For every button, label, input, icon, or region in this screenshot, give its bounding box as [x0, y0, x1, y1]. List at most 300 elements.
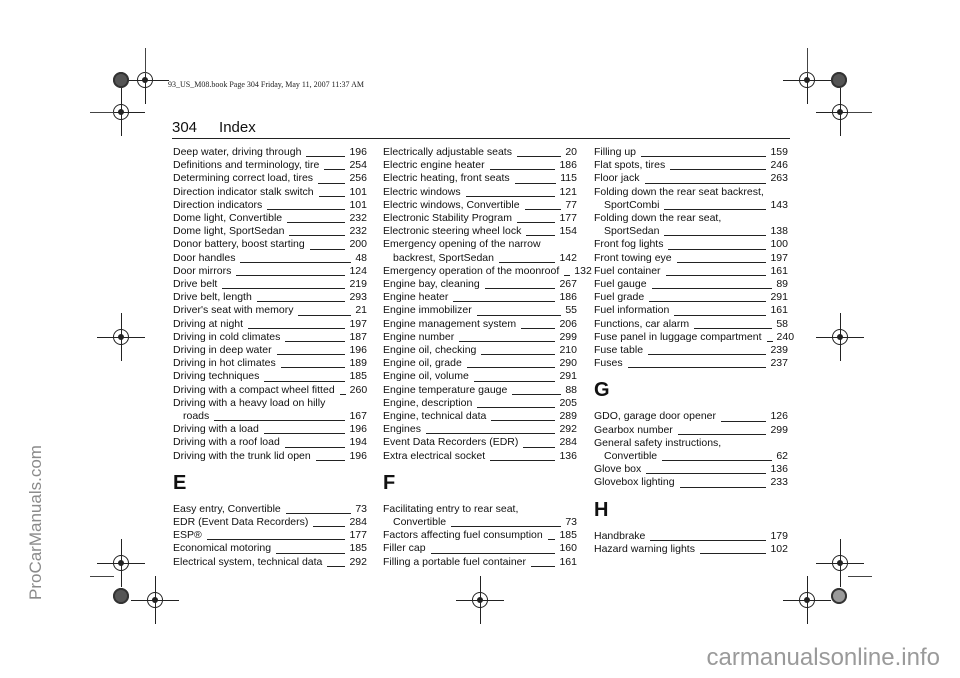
- index-entry: [173, 199, 367, 212]
- index-entry-page: 160: [559, 542, 577, 555]
- index-entry: [594, 410, 788, 423]
- index-entry-page: 292: [349, 555, 367, 568]
- index-entry-term: Front fog lights: [594, 238, 664, 251]
- index-entry: [594, 265, 788, 278]
- leader-line: [319, 196, 346, 197]
- leader-line: [666, 275, 767, 276]
- leader-line: [286, 513, 352, 514]
- index-entry-page: 205: [559, 396, 577, 409]
- index-entry-page: 161: [559, 555, 577, 568]
- index-section-letter: G: [594, 379, 610, 402]
- leader-line: [641, 156, 766, 157]
- index-entry-page: 206: [559, 317, 577, 330]
- index-entry: [383, 410, 577, 423]
- index-entry-term: Floor jack: [594, 172, 640, 185]
- index-entry-page: 290: [559, 357, 577, 370]
- index-entry: [173, 529, 367, 542]
- index-entry-term: Electronic Stability Program: [383, 212, 512, 225]
- index-entry-page: 185: [559, 529, 577, 542]
- leader-line: [481, 354, 555, 355]
- leader-line: [289, 235, 345, 236]
- leader-line: [324, 169, 345, 170]
- index-entry: [383, 291, 577, 304]
- index-entry-term: Engine oil, grade: [383, 357, 462, 370]
- index-entry: [383, 318, 577, 331]
- index-column-1: [173, 146, 367, 569]
- index-entry-term: Driving in hot climates: [173, 357, 276, 370]
- index-entry-term: Filling a portable fuel container: [383, 555, 527, 568]
- leader-line: [327, 566, 345, 567]
- index-entry-page: 284: [349, 516, 367, 529]
- leader-line: [628, 367, 767, 368]
- leader-line: [678, 434, 767, 435]
- index-entry-page: 179: [770, 529, 788, 542]
- index-entry-page: 100: [770, 238, 788, 251]
- trim-mark: [90, 112, 114, 113]
- leader-line: [521, 328, 555, 329]
- index-entry-page: 299: [770, 423, 788, 436]
- index-entry: [383, 264, 592, 278]
- index-entry: [383, 423, 577, 436]
- index-entry-term: Dome light, SportSedan: [173, 225, 285, 238]
- index-entry-line: Emergency opening of the narrow: [383, 238, 541, 251]
- index-entry: [173, 238, 367, 251]
- index-entry-term: Emergency operation of the moonroof: [383, 264, 560, 277]
- index-entry: [173, 503, 367, 516]
- index-entry-page: 55: [565, 304, 577, 317]
- registration-disc-bottom-right: [831, 588, 847, 604]
- index-entry-term: Driving with a compact wheel fitted: [173, 383, 335, 396]
- leader-line: [257, 301, 346, 302]
- leader-line: [340, 394, 346, 395]
- index-entry-page: 115: [560, 172, 577, 185]
- index-entry: [383, 556, 577, 569]
- leader-line: [677, 262, 767, 263]
- leader-line: [298, 315, 351, 316]
- index-entry-term: Door mirrors: [173, 264, 232, 277]
- index-entry-page: 189: [349, 357, 367, 370]
- index-entry: [594, 199, 788, 212]
- index-entry-page: 121: [559, 185, 577, 198]
- index-entry-term: Determining correct load, tires: [173, 172, 314, 185]
- index-entry-term: Fuel grade: [594, 291, 645, 304]
- index-entry: [383, 225, 577, 238]
- index-entry: [173, 172, 367, 185]
- index-entry-page: 101: [349, 185, 367, 198]
- index-entry-page: 233: [770, 476, 788, 489]
- index-entry-page: 77: [565, 198, 577, 211]
- index-entry-page: 219: [349, 278, 367, 291]
- leader-line: [515, 183, 557, 184]
- index-entry-page: 48: [355, 251, 367, 264]
- index-entry-term: Engine immobilizer: [383, 304, 472, 317]
- registration-disc-top-left: [113, 72, 129, 88]
- index-entry: [383, 344, 577, 357]
- index-section-letter: E: [173, 471, 187, 494]
- index-entry-page: 197: [770, 251, 788, 264]
- index-entry: [173, 212, 367, 225]
- index-entry: [383, 252, 577, 265]
- leader-line: [236, 275, 345, 276]
- index-entry-page: 154: [559, 225, 577, 238]
- index-entry-page: 88: [565, 383, 577, 396]
- index-entry-term: Engine heater: [383, 291, 449, 304]
- index-entry-term: Drive belt: [173, 278, 218, 291]
- index-entry-page: 186: [559, 291, 577, 304]
- index-entry: [173, 225, 367, 238]
- leader-line: [700, 553, 767, 554]
- index-entry-page: 187: [349, 330, 367, 343]
- leader-line: [490, 169, 556, 170]
- index-entry: [173, 370, 367, 383]
- page-title: Index: [219, 119, 256, 136]
- index-entry-term: Engine, technical data: [383, 410, 487, 423]
- index-entry-term: Electric heating, front seats: [383, 172, 510, 185]
- index-entry-term: Driver's seat with memory: [173, 304, 294, 317]
- leader-line: [459, 341, 555, 342]
- index-entry-term: SportSedan: [604, 225, 660, 238]
- leader-line: [490, 460, 555, 461]
- index-entry: [594, 318, 788, 331]
- index-entry-term: Glovebox lighting: [594, 476, 675, 489]
- index-entry: [383, 212, 577, 225]
- index-entry-page: 291: [559, 370, 577, 383]
- index-entry: [594, 291, 788, 304]
- leader-line: [646, 473, 766, 474]
- index-entry-page: 124: [349, 264, 367, 277]
- index-entry: [173, 410, 367, 423]
- trim-mark: [848, 112, 872, 113]
- index-entry: [594, 304, 788, 317]
- leader-line: [694, 328, 772, 329]
- index-entry-term: Electric engine heater: [383, 159, 485, 172]
- index-entry: [383, 146, 577, 159]
- index-entry-term: EDR (Event Data Recorders): [173, 516, 309, 529]
- index-entry-term: Donor battery, boost starting: [173, 238, 305, 251]
- index-entry-page: 200: [349, 238, 367, 251]
- index-entry: [594, 172, 788, 185]
- index-entry-term: roads: [183, 410, 210, 423]
- leader-line: [649, 301, 766, 302]
- index-entry-term: Electric windows: [383, 185, 461, 198]
- index-entry: [173, 556, 367, 569]
- index-entry-page: 210: [559, 344, 577, 357]
- leader-line: [285, 447, 346, 448]
- index-entry: [594, 450, 788, 463]
- index-entry-term: Event Data Recorders (EDR): [383, 436, 519, 449]
- leader-line: [523, 447, 555, 448]
- index-entry-page: 161: [770, 264, 788, 277]
- leader-line: [670, 169, 766, 170]
- index-entry-page: 21: [355, 304, 367, 317]
- index-entry-term: Engine oil, checking: [383, 344, 477, 357]
- leader-line: [664, 209, 766, 210]
- leader-line: [431, 553, 556, 554]
- index-entry: [173, 344, 367, 357]
- leader-line: [645, 183, 767, 184]
- index-entry: [383, 516, 577, 529]
- index-entry-page: 138: [770, 225, 788, 238]
- index-entry: [594, 344, 788, 357]
- index-entry: [383, 384, 577, 397]
- index-entry: [383, 278, 577, 291]
- index-entry-page: 136: [770, 463, 788, 476]
- leader-line: [767, 341, 773, 342]
- leader-line: [477, 407, 555, 408]
- index-entry-term: Driving techniques: [173, 370, 260, 383]
- index-entry-page: 177: [349, 529, 367, 542]
- index-entry-term: Engine number: [383, 330, 455, 343]
- index-entry: [173, 357, 367, 370]
- index-entry: [383, 172, 577, 185]
- index-entry-term: Direction indicators: [173, 198, 263, 211]
- index-entry-page: 232: [349, 212, 367, 225]
- index-entry-term: Direction indicator stalk switch: [173, 185, 314, 198]
- index-entry: [594, 146, 788, 159]
- index-entry-page: 143: [770, 198, 788, 211]
- leader-line: [267, 209, 345, 210]
- index-entry: [594, 159, 788, 172]
- index-entry: [383, 199, 577, 212]
- index-entry-page: 237: [770, 357, 788, 370]
- index-section-letter: F: [383, 471, 396, 494]
- index-entry-page: 126: [770, 410, 788, 423]
- index-entry-page: 284: [559, 436, 577, 449]
- index-entry: [594, 530, 788, 543]
- index-entry-term: Dome light, Convertible: [173, 212, 283, 225]
- index-entry-term: Engine bay, cleaning: [383, 278, 480, 291]
- index-entry-page: 239: [770, 344, 788, 357]
- leader-line: [306, 156, 345, 157]
- index-entry: [173, 159, 367, 172]
- index-entry-term: Filler cap: [383, 542, 426, 555]
- index-entry-page: 196: [349, 146, 367, 158]
- index-entry-term: Gearbox number: [594, 423, 673, 436]
- leader-line: [652, 288, 773, 289]
- index-entry-term: Fuel information: [594, 304, 670, 317]
- index-entry: [173, 384, 367, 397]
- index-entry: [594, 252, 788, 265]
- leader-line: [721, 421, 766, 422]
- index-entry: [594, 543, 788, 556]
- index-entry-term: Factors affecting fuel consumption: [383, 529, 543, 542]
- index-entry-term: Electric windows, Convertible: [383, 198, 520, 211]
- header-rule: [172, 138, 790, 139]
- index-entry-term: SportCombi: [604, 198, 660, 211]
- index-entry-term: Filling up: [594, 146, 637, 158]
- index-entry-term: Drive belt, length: [173, 291, 252, 304]
- trim-mark: [90, 576, 114, 577]
- index-entry-page: 289: [559, 410, 577, 423]
- index-entry: [383, 370, 577, 383]
- index-entry: [594, 357, 788, 370]
- index-entry-term: Engine, description: [383, 396, 473, 409]
- index-entry-term: Deep water, driving through: [173, 146, 302, 158]
- leader-line: [485, 288, 556, 289]
- index-entry: [173, 146, 367, 159]
- index-entry-page: 136: [559, 449, 577, 462]
- index-entry-term: Fuses: [594, 357, 623, 370]
- index-section-letter: H: [594, 498, 609, 521]
- index-entry-page: 196: [349, 423, 367, 436]
- index-entry-page: 62: [776, 450, 788, 463]
- leader-line: [548, 539, 556, 540]
- index-entry-page: 101: [349, 198, 367, 211]
- index-entry-page: 232: [349, 225, 367, 238]
- index-entry-term: backrest, SportSedan: [393, 251, 494, 264]
- index-entry-line: General safety instructions,: [594, 436, 722, 449]
- index-entry: [173, 252, 367, 265]
- index-entry-line: Folding down the rear seat,: [594, 212, 722, 225]
- leader-line: [477, 315, 562, 316]
- leader-line: [668, 249, 766, 250]
- index-entry-page: 167: [349, 410, 367, 423]
- index-entry: [173, 186, 367, 199]
- leader-line: [512, 394, 561, 395]
- leader-line: [248, 328, 345, 329]
- index-entry-page: 89: [776, 278, 788, 291]
- index-entry-page: 299: [559, 330, 577, 343]
- index-entry: [383, 436, 577, 449]
- leader-line: [491, 420, 555, 421]
- index-entry: [594, 238, 788, 251]
- index-entry-page: 142: [559, 251, 577, 264]
- index-entry: [383, 304, 577, 317]
- page-number: 304: [172, 119, 198, 136]
- index-entry-term: GDO, garage door opener: [594, 410, 716, 423]
- index-entry-term: Front towing eye: [594, 251, 672, 264]
- leader-line: [426, 433, 556, 434]
- index-entry-term: Handbrake: [594, 529, 646, 542]
- index-entry: [173, 450, 367, 463]
- index-entry-term: Convertible: [393, 516, 447, 529]
- page-header: [172, 119, 256, 136]
- index-entry-page: 256: [349, 172, 367, 185]
- index-entry-term: ESP®: [173, 529, 202, 542]
- index-entry-term: Glove box: [594, 463, 642, 476]
- registration-disc-bottom-left: [113, 588, 129, 604]
- leader-line: [526, 235, 555, 236]
- index-entry-page: 196: [349, 344, 367, 357]
- index-entry-term: Electrical system, technical data: [173, 555, 323, 568]
- index-entry-page: 185: [349, 370, 367, 383]
- leader-line: [277, 354, 346, 355]
- index-entry-term: Hazard warning lights: [594, 542, 695, 555]
- index-entry-term: Economical motoring: [173, 542, 272, 555]
- leader-line: [466, 196, 556, 197]
- leader-line: [525, 209, 562, 210]
- leader-line: [499, 262, 555, 263]
- index-entry: [383, 159, 577, 172]
- index-entry-page: 58: [776, 317, 788, 330]
- leader-line: [517, 156, 561, 157]
- leader-line: [453, 301, 555, 302]
- index-entry-page: 132: [574, 264, 592, 277]
- index-entry: [173, 304, 367, 317]
- index-entry-term: Functions, car alarm: [594, 317, 690, 330]
- leader-line: [207, 539, 346, 540]
- index-entry-page: 263: [770, 172, 788, 185]
- index-entry-term: Definitions and terminology, tire: [173, 159, 320, 172]
- index-entry: [383, 450, 577, 463]
- index-entry-line: Facilitating entry to rear seat,: [383, 502, 519, 515]
- index-entry-term: Driving with a load: [173, 423, 259, 436]
- watermark-carmanualsonline: carmanualsonline.info: [706, 644, 940, 671]
- index-entry: [594, 278, 788, 291]
- index-entry-page: 293: [349, 291, 367, 304]
- index-entry: [594, 225, 788, 238]
- index-entry-page: 196: [349, 449, 367, 462]
- index-entry-term: Fuse table: [594, 344, 644, 357]
- index-entry-page: 240: [776, 330, 795, 343]
- trim-mark: [848, 576, 872, 577]
- index-entry: [173, 278, 367, 291]
- index-entry-term: Driving with the trunk lid open: [173, 449, 311, 462]
- index-entry-term: Engines: [383, 423, 421, 436]
- index-entry: [383, 529, 577, 542]
- leader-line: [664, 235, 766, 236]
- index-entry: [173, 331, 367, 344]
- leader-line: [264, 433, 346, 434]
- index-entry-term: Fuel gauge: [594, 278, 647, 291]
- index-entry: [383, 542, 577, 555]
- index-entry: [173, 265, 367, 278]
- index-entry-term: Door handles: [173, 251, 236, 264]
- watermark-procarmanuals: ProCarManuals.com: [26, 445, 45, 600]
- leader-line: [264, 381, 345, 382]
- index-entry-page: 161: [770, 304, 788, 317]
- index-entry-term: Driving at night: [173, 317, 244, 330]
- index-entry-page: 254: [349, 159, 367, 172]
- index-entry-term: Flat spots, tires: [594, 159, 666, 172]
- leader-line: [276, 553, 345, 554]
- index-entry-term: Fuel container: [594, 264, 661, 277]
- index-entry-term: Fuse panel in luggage compartment: [594, 330, 762, 343]
- leader-line: [680, 487, 767, 488]
- index-column-3: [594, 146, 795, 556]
- leader-line: [281, 367, 346, 368]
- leader-line: [662, 460, 772, 461]
- index-entry-term: Engine oil, volume: [383, 370, 469, 383]
- leader-line: [451, 526, 561, 527]
- index-entry-page: 292: [559, 423, 577, 436]
- leader-line: [214, 420, 345, 421]
- index-entry: [383, 357, 577, 370]
- index-entry-page: 185: [349, 542, 367, 555]
- index-entry-term: Easy entry, Convertible: [173, 502, 281, 515]
- leader-line: [648, 354, 766, 355]
- index-entry-term: Engine temperature gauge: [383, 383, 508, 396]
- index-entry-page: 246: [770, 159, 788, 172]
- index-entry-page: 177: [559, 212, 577, 225]
- leader-line: [531, 566, 555, 567]
- leader-line: [318, 183, 345, 184]
- index-entry-page: 102: [770, 542, 788, 555]
- leader-line: [650, 540, 766, 541]
- trim-mark: [807, 48, 808, 74]
- index-entry: [173, 516, 367, 529]
- index-entry-page: 159: [770, 146, 788, 158]
- index-entry: [173, 423, 367, 436]
- leader-line: [287, 222, 345, 223]
- index-entry-page: 73: [565, 516, 577, 529]
- index-entry: [173, 291, 367, 304]
- index-entry-page: 20: [565, 146, 577, 158]
- index-entry-page: 186: [559, 159, 577, 172]
- leader-line: [285, 341, 345, 342]
- index-entry-line: Driving with a heavy load on hilly: [173, 396, 326, 409]
- index-entry: [173, 318, 367, 331]
